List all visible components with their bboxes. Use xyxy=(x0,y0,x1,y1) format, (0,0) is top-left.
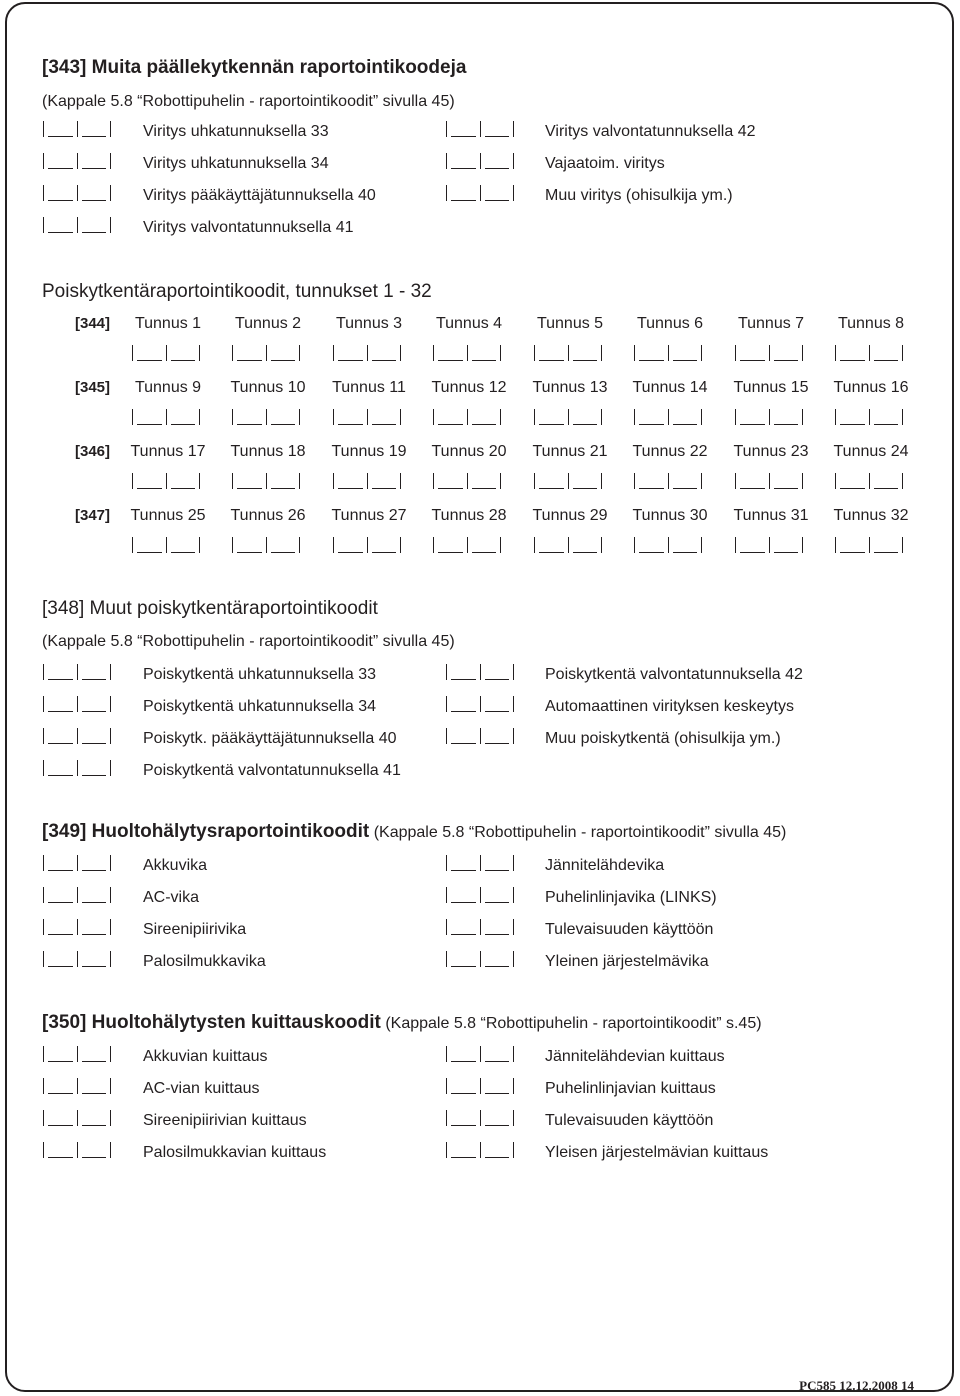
item-label: Palosilmukkavian kuittaus xyxy=(143,1144,327,1161)
code-entry-box[interactable] xyxy=(43,121,111,137)
code-digit-2[interactable] xyxy=(266,473,301,489)
code-digit-1[interactable] xyxy=(534,345,568,361)
code-digit-2[interactable] xyxy=(367,473,402,489)
item-label: Puhelinlinjavika (LINKS) xyxy=(545,889,717,906)
zone-label: Tunnus 6 xyxy=(636,315,704,332)
item-label: Poiskytkentä valvontatunnuksella 41 xyxy=(143,762,401,779)
code-digit-1[interactable] xyxy=(433,345,467,361)
zone-label: Tunnus 14 xyxy=(632,379,708,396)
zone-label: Tunnus 28 xyxy=(431,507,507,524)
code-digit-2[interactable] xyxy=(166,473,201,489)
item-label: Palosilmukkavika xyxy=(143,953,266,970)
code-digit-2[interactable] xyxy=(367,537,402,553)
zone-code-box[interactable] xyxy=(835,473,903,489)
code-entry-box[interactable] xyxy=(43,951,111,967)
code-digit-2[interactable] xyxy=(568,473,603,489)
code-digit-1[interactable] xyxy=(835,473,869,489)
zone-code-box[interactable] xyxy=(132,345,200,361)
code-digit-1[interactable] xyxy=(735,345,769,361)
zone-row-code: [346] xyxy=(75,443,111,460)
zone-code-box[interactable] xyxy=(132,409,200,425)
code-digit-1[interactable] xyxy=(43,217,77,233)
zone-label: Tunnus 18 xyxy=(230,443,306,460)
zone-code-box[interactable] xyxy=(232,409,300,425)
code-digit-2[interactable] xyxy=(480,121,515,137)
code-digit-1[interactable] xyxy=(446,951,480,967)
zone-label: Tunnus 16 xyxy=(833,379,909,396)
code-entry-box[interactable] xyxy=(43,153,111,169)
code-entry-box[interactable] xyxy=(446,121,514,137)
code-digit-2[interactable] xyxy=(869,409,904,425)
item-label: AC-vika xyxy=(143,889,200,906)
code-entry-box[interactable] xyxy=(446,728,514,744)
code-digit-1[interactable] xyxy=(232,473,266,489)
code-entry-box[interactable] xyxy=(446,664,514,680)
section-350-title: [350] Huoltohälytysten kuittauskoodit xyxy=(42,1012,381,1033)
zone-code-box[interactable] xyxy=(735,345,803,361)
code-digit-1[interactable] xyxy=(43,760,77,776)
item-label: Jännitelähdevika xyxy=(545,857,665,874)
section-349-reference: (Kappale 5.8 “Robottipuhelin - raportointikoodit” sivulla 45) xyxy=(373,824,787,841)
code-digit-1[interactable] xyxy=(43,728,77,744)
code-entry-box[interactable] xyxy=(43,1142,111,1158)
code-digit-1[interactable] xyxy=(446,696,480,712)
code-digit-2[interactable] xyxy=(77,121,112,137)
section-343-title: [343] Muita päällekytkennän raportointikoodeja xyxy=(42,57,467,78)
code-entry-box[interactable] xyxy=(446,919,514,935)
item-label: Viritys valvontatunnuksella 41 xyxy=(143,219,354,236)
code-digit-2[interactable] xyxy=(77,696,112,712)
code-entry-box[interactable] xyxy=(43,1110,111,1126)
code-digit-1[interactable] xyxy=(43,1110,77,1126)
code-digit-1[interactable] xyxy=(333,409,367,425)
zone-code-box[interactable] xyxy=(433,473,501,489)
zone-code-box[interactable] xyxy=(333,473,401,489)
code-digit-2[interactable] xyxy=(480,951,515,967)
code-entry-box[interactable] xyxy=(446,153,514,169)
code-entry-box[interactable] xyxy=(446,1142,514,1158)
code-entry-box[interactable] xyxy=(446,696,514,712)
zone-label: Tunnus 32 xyxy=(833,507,909,524)
code-digit-1[interactable] xyxy=(232,537,266,553)
code-entry-box[interactable] xyxy=(446,887,514,903)
code-digit-2[interactable] xyxy=(77,760,112,776)
code-entry-box[interactable] xyxy=(43,1078,111,1094)
code-digit-1[interactable] xyxy=(132,473,166,489)
code-digit-1[interactable] xyxy=(735,473,769,489)
code-digit-1[interactable] xyxy=(446,1110,480,1126)
code-digit-1[interactable] xyxy=(446,1142,480,1158)
code-digit-1[interactable] xyxy=(634,473,668,489)
zone-code-box[interactable] xyxy=(333,345,401,361)
code-digit-2[interactable] xyxy=(77,217,112,233)
code-digit-2[interactable] xyxy=(869,537,904,553)
code-digit-2[interactable] xyxy=(668,409,703,425)
zone-label: Tunnus 1 xyxy=(134,315,202,332)
code-digit-2[interactable] xyxy=(367,409,402,425)
code-digit-1[interactable] xyxy=(446,1078,480,1094)
zone-label: Tunnus 12 xyxy=(431,379,507,396)
zone-label: Tunnus 4 xyxy=(435,315,503,332)
code-digit-1[interactable] xyxy=(43,696,77,712)
code-digit-1[interactable] xyxy=(835,537,869,553)
code-digit-1[interactable] xyxy=(446,887,480,903)
code-digit-1[interactable] xyxy=(634,409,668,425)
zones-title: Poiskytkentäraportointikoodit, tunnukset 1 - 32 xyxy=(42,281,432,302)
zone-label: Tunnus 8 xyxy=(837,315,905,332)
zone-label: Tunnus 21 xyxy=(532,443,608,460)
zone-code-box[interactable] xyxy=(132,473,200,489)
zone-code-box[interactable] xyxy=(634,409,702,425)
item-label: Poiskytkentä valvontatunnuksella 42 xyxy=(545,666,803,683)
zone-label: Tunnus 20 xyxy=(431,443,507,460)
code-digit-2[interactable] xyxy=(467,473,502,489)
code-digit-2[interactable] xyxy=(77,664,112,680)
zone-code-box[interactable] xyxy=(634,537,702,553)
code-digit-1[interactable] xyxy=(132,345,166,361)
item-label: Akkuvian kuittaus xyxy=(143,1048,268,1065)
code-digit-2[interactable] xyxy=(769,537,804,553)
zone-code-box[interactable] xyxy=(232,473,300,489)
item-label: Poiskytkentä uhkatunnuksella 33 xyxy=(143,666,377,683)
code-digit-2[interactable] xyxy=(467,345,502,361)
code-digit-1[interactable] xyxy=(433,409,467,425)
code-digit-1[interactable] xyxy=(433,537,467,553)
zone-label: Tunnus 31 xyxy=(733,507,809,524)
code-entry-box[interactable] xyxy=(43,664,111,680)
code-digit-2[interactable] xyxy=(166,409,201,425)
code-digit-2[interactable] xyxy=(769,345,804,361)
code-digit-1[interactable] xyxy=(43,153,77,169)
code-digit-2[interactable] xyxy=(480,919,515,935)
zone-code-box[interactable] xyxy=(333,409,401,425)
code-digit-2[interactable] xyxy=(166,345,201,361)
code-digit-1[interactable] xyxy=(634,537,668,553)
code-digit-2[interactable] xyxy=(467,537,502,553)
code-digit-2[interactable] xyxy=(668,537,703,553)
code-digit-2[interactable] xyxy=(77,919,112,935)
zone-code-box[interactable] xyxy=(433,345,501,361)
item-label: Automaattinen virityksen keskeytys xyxy=(545,698,794,715)
zone-label: Tunnus 26 xyxy=(230,507,306,524)
code-digit-2[interactable] xyxy=(668,473,703,489)
code-digit-2[interactable] xyxy=(480,185,515,201)
section-349-heading xyxy=(42,823,786,842)
item-label: Viritys uhkatunnuksella 34 xyxy=(143,155,329,172)
item-label: Vajaatoim. viritys xyxy=(545,155,665,172)
code-digit-1[interactable] xyxy=(43,1078,77,1094)
code-digit-1[interactable] xyxy=(43,855,77,871)
item-label: Tulevaisuuden käyttöön xyxy=(545,921,714,938)
zone-row-code: [347] xyxy=(75,507,111,524)
code-entry-box[interactable] xyxy=(446,951,514,967)
item-label: Muu poiskytkentä (ohisulkija ym.) xyxy=(545,730,781,747)
zone-label: Tunnus 22 xyxy=(632,443,708,460)
code-digit-1[interactable] xyxy=(534,537,568,553)
code-digit-1[interactable] xyxy=(43,919,77,935)
code-digit-2[interactable] xyxy=(77,887,112,903)
code-digit-2[interactable] xyxy=(467,409,502,425)
code-digit-1[interactable] xyxy=(232,409,266,425)
zone-code-box[interactable] xyxy=(132,537,200,553)
code-digit-1[interactable] xyxy=(43,1046,77,1062)
code-digit-2[interactable] xyxy=(480,855,515,871)
code-entry-box[interactable] xyxy=(446,1078,514,1094)
item-label: Sireenipiirivian kuittaus xyxy=(143,1112,307,1129)
item-label: Akkuvika xyxy=(143,857,208,874)
code-entry-box[interactable] xyxy=(43,887,111,903)
code-entry-box[interactable] xyxy=(43,760,111,776)
code-digit-1[interactable] xyxy=(333,537,367,553)
zone-code-box[interactable] xyxy=(534,473,602,489)
section-350-reference: (Kappale 5.8 “Robottipuhelin - raportointikoodit” s.45) xyxy=(385,1015,762,1032)
zone-code-box[interactable] xyxy=(333,537,401,553)
code-entry-box[interactable] xyxy=(43,696,111,712)
code-digit-1[interactable] xyxy=(132,409,166,425)
zone-code-box[interactable] xyxy=(232,345,300,361)
code-digit-1[interactable] xyxy=(232,345,266,361)
zone-label: Tunnus 17 xyxy=(130,443,206,460)
zone-label: Tunnus 15 xyxy=(733,379,809,396)
code-digit-2[interactable] xyxy=(568,345,603,361)
zone-label: Tunnus 3 xyxy=(335,315,403,332)
zone-code-box[interactable] xyxy=(634,345,702,361)
code-digit-1[interactable] xyxy=(446,185,480,201)
code-digit-1[interactable] xyxy=(333,345,367,361)
code-digit-1[interactable] xyxy=(446,919,480,935)
item-label: Jännitelähdevian kuittaus xyxy=(545,1048,725,1065)
zone-row-code: [344] xyxy=(75,315,111,332)
code-digit-2[interactable] xyxy=(480,1110,515,1126)
code-digit-2[interactable] xyxy=(266,345,301,361)
code-digit-2[interactable] xyxy=(869,345,904,361)
code-digit-1[interactable] xyxy=(446,855,480,871)
code-digit-2[interactable] xyxy=(77,1142,112,1158)
page-footer: PC585 12.12.2008 14 xyxy=(799,1378,914,1393)
code-digit-2[interactable] xyxy=(769,473,804,489)
zone-code-box[interactable] xyxy=(835,345,903,361)
code-digit-2[interactable] xyxy=(77,153,112,169)
code-digit-2[interactable] xyxy=(77,1110,112,1126)
code-digit-2[interactable] xyxy=(480,887,515,903)
code-digit-1[interactable] xyxy=(835,409,869,425)
code-digit-1[interactable] xyxy=(446,121,480,137)
code-digit-2[interactable] xyxy=(77,728,112,744)
zone-code-box[interactable] xyxy=(735,409,803,425)
section-349-title: [349] Huoltohälytysraportointikoodit xyxy=(42,821,370,842)
zone-label: Tunnus 2 xyxy=(234,315,302,332)
zone-label: Tunnus 27 xyxy=(331,507,407,524)
zone-label: Tunnus 7 xyxy=(737,315,805,332)
zone-code-box[interactable] xyxy=(835,409,903,425)
zone-label: Tunnus 19 xyxy=(331,443,407,460)
section-350-heading xyxy=(42,1014,762,1033)
code-digit-1[interactable] xyxy=(333,473,367,489)
item-label: Tulevaisuuden käyttöön xyxy=(545,1112,714,1129)
code-digit-2[interactable] xyxy=(266,409,301,425)
item-label: Poiskytkentä uhkatunnuksella 34 xyxy=(143,698,377,715)
code-digit-2[interactable] xyxy=(77,185,112,201)
code-digit-1[interactable] xyxy=(735,537,769,553)
code-digit-2[interactable] xyxy=(77,1078,112,1094)
code-digit-1[interactable] xyxy=(534,473,568,489)
code-entry-box[interactable] xyxy=(43,217,111,233)
zone-code-box[interactable] xyxy=(534,409,602,425)
code-digit-1[interactable] xyxy=(534,409,568,425)
zone-code-box[interactable] xyxy=(735,537,803,553)
code-digit-2[interactable] xyxy=(166,537,201,553)
zone-code-box[interactable] xyxy=(232,537,300,553)
zone-code-box[interactable] xyxy=(534,537,602,553)
zone-label: Tunnus 5 xyxy=(536,315,604,332)
code-digit-2[interactable] xyxy=(77,951,112,967)
code-entry-box[interactable] xyxy=(446,1110,514,1126)
zone-code-box[interactable] xyxy=(735,473,803,489)
code-digit-2[interactable] xyxy=(568,409,603,425)
zone-label: Tunnus 10 xyxy=(230,379,306,396)
item-label: Yleinen järjestelmävika xyxy=(545,953,709,970)
item-label: Muu viritys (ohisulkija ym.) xyxy=(545,187,733,204)
zone-label: Tunnus 13 xyxy=(532,379,608,396)
code-digit-1[interactable] xyxy=(446,728,480,744)
code-digit-2[interactable] xyxy=(480,728,515,744)
code-digit-2[interactable] xyxy=(480,1078,515,1094)
section-343-reference: (Kappale 5.8 “Robottipuhelin - raportointikoodit” sivulla 45) xyxy=(42,93,455,110)
code-digit-1[interactable] xyxy=(433,473,467,489)
code-digit-2[interactable] xyxy=(869,473,904,489)
code-digit-2[interactable] xyxy=(367,345,402,361)
code-entry-box[interactable] xyxy=(43,1046,111,1062)
code-digit-1[interactable] xyxy=(43,121,77,137)
code-digit-1[interactable] xyxy=(735,409,769,425)
item-label: Poiskytk. pääkäyttäjätunnuksella 40 xyxy=(143,730,397,747)
code-digit-2[interactable] xyxy=(266,537,301,553)
code-digit-1[interactable] xyxy=(446,153,480,169)
code-digit-1[interactable] xyxy=(446,664,480,680)
code-digit-2[interactable] xyxy=(77,855,112,871)
zone-label: Tunnus 29 xyxy=(532,507,608,524)
zone-code-box[interactable] xyxy=(634,473,702,489)
item-label: Viritys valvontatunnuksella 42 xyxy=(545,123,756,140)
zone-label: Tunnus 11 xyxy=(332,379,406,396)
code-digit-2[interactable] xyxy=(480,153,515,169)
code-entry-box[interactable] xyxy=(43,855,111,871)
code-digit-1[interactable] xyxy=(835,345,869,361)
code-digit-1[interactable] xyxy=(43,887,77,903)
zone-code-box[interactable] xyxy=(433,537,501,553)
item-label: Viritys uhkatunnuksella 33 xyxy=(143,123,329,140)
zone-row-code: [345] xyxy=(75,379,111,396)
item-label: Puhelinlinjavian kuittaus xyxy=(545,1080,716,1097)
item-label: AC-vian kuittaus xyxy=(143,1080,260,1097)
code-digit-1[interactable] xyxy=(43,185,77,201)
code-entry-box[interactable] xyxy=(446,855,514,871)
code-digit-1[interactable] xyxy=(132,537,166,553)
code-digit-1[interactable] xyxy=(43,951,77,967)
code-entry-box[interactable] xyxy=(446,1046,514,1062)
code-digit-1[interactable] xyxy=(634,345,668,361)
code-entry-box[interactable] xyxy=(43,185,111,201)
zone-label: Tunnus 23 xyxy=(733,443,809,460)
item-label: Viritys pääkäyttäjätunnuksella 40 xyxy=(143,187,376,204)
code-digit-2[interactable] xyxy=(480,1046,515,1062)
item-label: Yleisen järjestelmävian kuittaus xyxy=(545,1144,769,1161)
code-digit-2[interactable] xyxy=(480,664,515,680)
zone-label: Tunnus 9 xyxy=(134,379,202,396)
code-digit-2[interactable] xyxy=(480,696,515,712)
zone-label: Tunnus 25 xyxy=(130,507,206,524)
zone-label: Tunnus 30 xyxy=(632,507,708,524)
zone-code-box[interactable] xyxy=(433,409,501,425)
section-348-title: [348] Muut poiskytkentäraportointikoodit xyxy=(42,598,378,619)
zone-code-box[interactable] xyxy=(835,537,903,553)
code-digit-2[interactable] xyxy=(668,345,703,361)
code-digit-1[interactable] xyxy=(43,1142,77,1158)
code-digit-1[interactable] xyxy=(446,1046,480,1062)
code-digit-2[interactable] xyxy=(77,1046,112,1062)
item-label: Sireenipiirivika xyxy=(143,921,247,938)
code-digit-2[interactable] xyxy=(568,537,603,553)
zone-label: Tunnus 24 xyxy=(833,443,909,460)
code-entry-box[interactable] xyxy=(43,919,111,935)
code-entry-box[interactable] xyxy=(446,185,514,201)
section-348-reference: (Kappale 5.8 “Robottipuhelin - raportointikoodit” sivulla 45) xyxy=(42,633,455,650)
code-digit-2[interactable] xyxy=(480,1142,515,1158)
zone-code-box[interactable] xyxy=(534,345,602,361)
code-entry-box[interactable] xyxy=(43,728,111,744)
code-digit-2[interactable] xyxy=(769,409,804,425)
code-digit-1[interactable] xyxy=(43,664,77,680)
